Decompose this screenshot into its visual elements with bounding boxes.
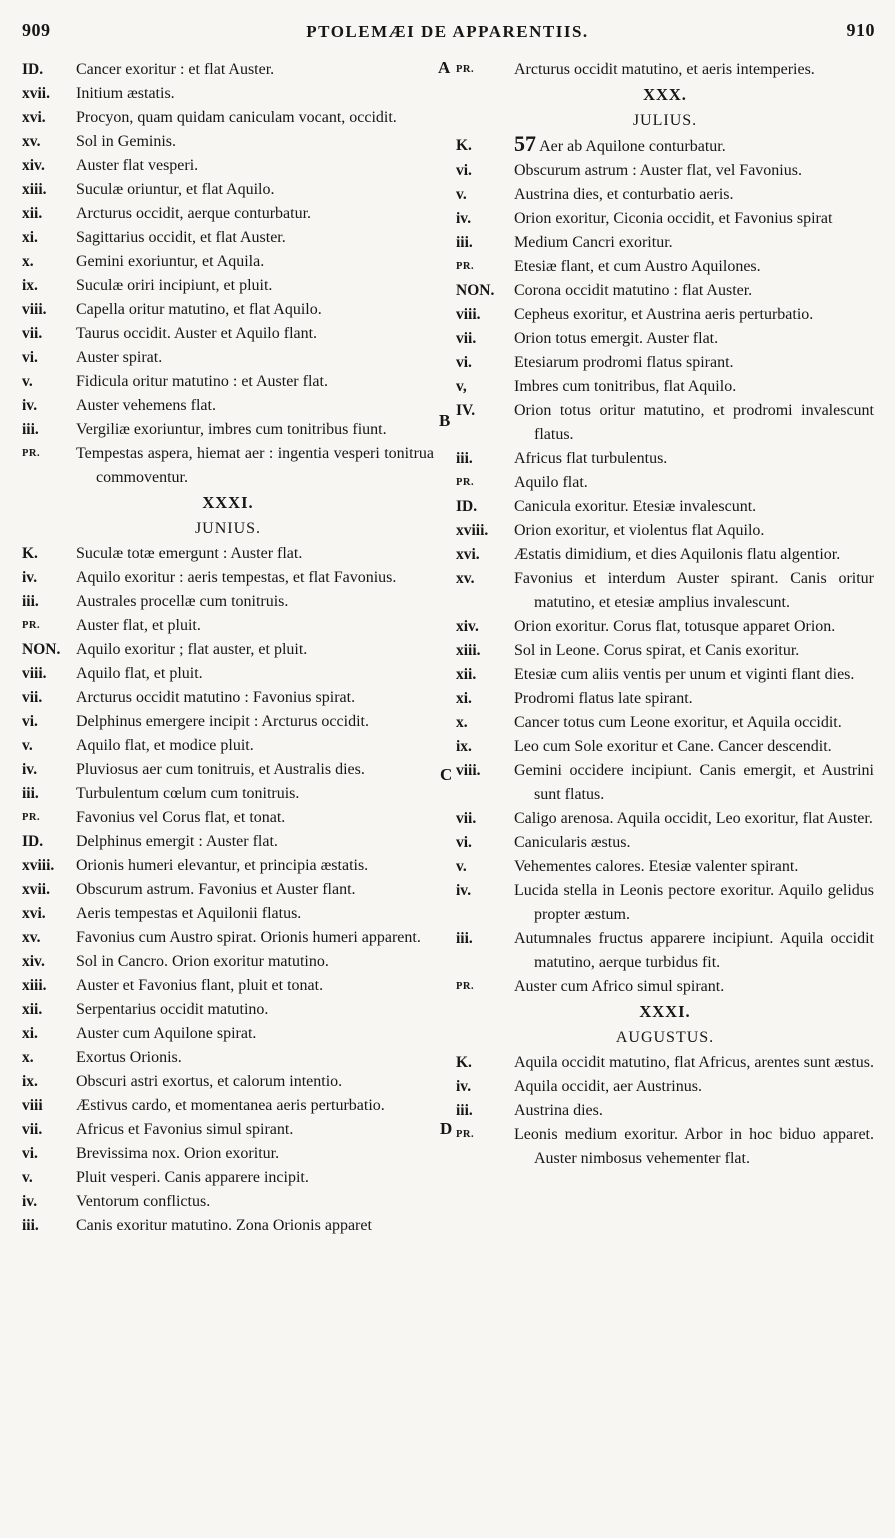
entry-text: Cancer exoritur : et flat Auster.	[76, 61, 275, 78]
entry-text: Sagittarius occidit, et flat Auster.	[76, 229, 286, 246]
section-number-junius: XXXI.	[202, 493, 254, 512]
entry-text: Vergiliæ exoriuntur, imbres cum tonitribus fiunt.	[76, 421, 387, 438]
entry-text: Cancer totus cum Leone exoritur, et Aquila occidit.	[514, 714, 842, 731]
day-label: vi.	[456, 354, 472, 371]
calendar-entry	[22, 878, 434, 902]
calendar-entry	[22, 202, 434, 226]
entry-text: Auster flat, et pluit.	[76, 617, 201, 634]
running-header	[0, 18, 895, 48]
day-label: iv.	[456, 210, 472, 227]
day-label: K.	[456, 1054, 472, 1071]
calendar-entry	[22, 590, 434, 614]
day-label: vi.	[22, 1145, 38, 1162]
calendar-entry	[22, 346, 434, 370]
calendar-entry	[22, 418, 434, 442]
calendar-entry	[22, 1022, 434, 1046]
calendar-entry	[22, 442, 434, 490]
calendar-entry	[456, 927, 874, 975]
entry-text	[514, 131, 874, 159]
entry-text: Canis exoritur matutino. Zona Orionis apparet	[76, 1217, 372, 1234]
day-label: viii.	[456, 306, 481, 323]
entry-text: Australes procellæ cum tonitruis.	[76, 593, 289, 610]
day-label: PR.	[456, 981, 475, 992]
day-label: iv.	[22, 397, 38, 414]
day-label: PR.	[456, 64, 475, 75]
day-label: ID.	[22, 833, 44, 850]
day-label: ID.	[22, 61, 44, 78]
entry-text: Sol in Cancro. Orion exoritur matutino.	[76, 953, 329, 970]
entry-text: Austrina dies, et conturbatio aeris.	[514, 186, 734, 203]
calendar-entry	[456, 207, 874, 231]
day-label: v,	[456, 378, 467, 395]
day-label: vii.	[22, 1121, 43, 1138]
day-label: vi.	[456, 834, 472, 851]
entry-text: Exortus Orionis.	[76, 1049, 182, 1066]
day-label: xvi.	[22, 109, 46, 126]
calendar-entry	[22, 274, 434, 298]
left-column	[22, 58, 434, 1238]
entry-text: Gemini occidere incipiunt. Canis emergit, et Austrini sunt flatus.	[514, 762, 874, 803]
entry-text: Etesiæ flant, et cum Austro Aquilones.	[514, 258, 761, 275]
entry-text: Canicula exoritur. Etesiæ invalescunt.	[514, 498, 757, 515]
day-label: iii.	[456, 234, 473, 251]
calendar-entry	[456, 159, 874, 183]
calendar-entry	[456, 855, 874, 879]
day-label: xvii.	[22, 85, 50, 102]
calendar-entry	[22, 1190, 434, 1214]
calendar-entry	[22, 734, 434, 758]
entry-text: Initium æstatis.	[76, 85, 175, 102]
calendar-entry	[456, 975, 874, 999]
calendar-entry	[456, 615, 874, 639]
entry-text: Etesiarum prodromi flatus spirant.	[514, 354, 734, 371]
calendar-entry	[456, 1123, 874, 1171]
calendar-entry	[22, 902, 434, 926]
day-label: xviii.	[22, 857, 55, 874]
day-label: viii.	[456, 762, 481, 779]
day-label: iii.	[456, 450, 473, 467]
day-label: xiv.	[456, 618, 479, 635]
section-number-julius: XXX.	[643, 85, 687, 104]
right-entries-augustus	[456, 1051, 874, 1171]
entry-text: Obscurum astrum : Auster flat, vel Favonius.	[514, 162, 802, 179]
calendar-entry	[456, 663, 874, 687]
day-label: vii.	[22, 325, 43, 342]
section-marker: 57	[514, 131, 536, 156]
day-label: v.	[456, 186, 467, 203]
day-label: NON.	[22, 641, 61, 658]
day-label: xi.	[22, 1025, 38, 1042]
calendar-entry	[22, 854, 434, 878]
calendar-entry	[456, 327, 874, 351]
entry-text: Orion totus emergit. Auster flat.	[514, 330, 719, 347]
calendar-entry	[456, 375, 874, 399]
calendar-entry	[22, 178, 434, 202]
entry-text: Imbres cum tonitribus, flat Aquilo.	[514, 378, 737, 395]
day-label: v.	[22, 737, 33, 754]
entry-text: Cepheus exoritur, et Austrina aeris perturbatio.	[514, 306, 814, 323]
calendar-entry	[22, 250, 434, 274]
calendar-entry	[22, 782, 434, 806]
section-month-julius: JULIUS.	[632, 112, 698, 129]
calendar-entry	[456, 879, 874, 927]
calendar-entry	[456, 1075, 874, 1099]
entry-text: Africus flat turbulentus.	[514, 450, 668, 467]
entry-text: Aquilo flat, et pluit.	[76, 665, 203, 682]
entry-text: Æstivus cardo, et momentanea aeris perturbatio.	[76, 1097, 385, 1114]
section-number-augustus: XXXI.	[639, 1002, 691, 1021]
calendar-entry	[22, 710, 434, 734]
entry-text: Arcturus occidit matutino, et aeris intemperies.	[514, 61, 815, 78]
day-label: viii.	[22, 665, 47, 682]
entry-text: Vehementes calores. Etesiæ valenter spirant.	[514, 858, 799, 875]
entry-text: Leo cum Sole exoritur et Cane. Cancer descendit.	[514, 738, 832, 755]
calendar-entry	[22, 58, 434, 82]
calendar-entry	[22, 226, 434, 250]
entry-text: Prodromi flatus late spirant.	[514, 690, 693, 707]
day-label: iv.	[456, 1078, 472, 1095]
entry-text: Auster spirat.	[76, 349, 163, 366]
section-month-augustus: AUGUSTUS.	[615, 1029, 715, 1046]
calendar-entry	[22, 542, 434, 566]
day-label: IV.	[456, 402, 476, 419]
calendar-entry	[456, 687, 874, 711]
right-entries-june-end	[456, 58, 874, 82]
day-label: viii.	[22, 301, 47, 318]
running-title: PTOLEMÆI DE APPARENTIIS.	[306, 22, 589, 41]
day-label: iv.	[22, 761, 38, 778]
calendar-entry	[22, 1070, 434, 1094]
entry-text: Ventorum conflictus.	[76, 1193, 211, 1210]
calendar-entry	[22, 82, 434, 106]
calendar-entry	[456, 1051, 874, 1075]
day-label: xiii.	[22, 977, 47, 994]
entry-text: Auster et Favonius flant, pluit et tonat.	[76, 977, 324, 994]
entry-text: Taurus occidit. Auster et Aquilo flant.	[76, 325, 318, 342]
calendar-entry	[22, 1094, 434, 1118]
entry-text: Auster vehemens flat.	[76, 397, 216, 414]
calendar-entry	[22, 106, 434, 130]
day-label: x.	[456, 714, 468, 731]
day-label: vi.	[456, 162, 472, 179]
entry-text: Aquilo flat, et modice pluit.	[76, 737, 254, 754]
entry-text: Orion totus oritur matutino, et prodromi invalescunt flatus.	[514, 402, 874, 443]
entry-text: Aquilo exoritur ; flat auster, et pluit.	[76, 641, 308, 658]
day-label: vi.	[22, 349, 38, 366]
day-label: NON.	[456, 282, 495, 299]
entry-text: Aeris tempestas et Aquilonii flatus.	[76, 905, 302, 922]
entry-text-body: Aer ab Aquilone conturbatur.	[539, 138, 726, 155]
day-label: xiii.	[456, 642, 481, 659]
margin-letter-d: D	[440, 1119, 453, 1138]
entry-text: Pluit vesperi. Canis apparere incipit.	[76, 1169, 309, 1186]
entry-text: Medium Cancri exoritur.	[514, 234, 673, 251]
calendar-entry	[456, 351, 874, 375]
entry-text: Serpentarius occidit matutino.	[76, 1001, 269, 1018]
entry-text: Aquilo exoritur : aeris tempestas, et flat Favonius.	[76, 569, 397, 586]
day-label: ix.	[22, 277, 38, 294]
day-label: xviii.	[456, 522, 489, 539]
day-label: PR.	[22, 620, 41, 631]
calendar-entry	[22, 394, 434, 418]
calendar-entry	[456, 131, 874, 159]
calendar-entry	[456, 183, 874, 207]
day-label: ID.	[456, 498, 478, 515]
entry-text: Delphinus emergit : Auster flat.	[76, 833, 278, 850]
entry-text: Orionis humeri elevantur, et principia æstatis.	[76, 857, 369, 874]
calendar-entry	[22, 638, 434, 662]
entry-text: Brevissima nox. Orion exoritur.	[76, 1145, 280, 1162]
day-label: iii.	[22, 421, 39, 438]
calendar-entry	[22, 154, 434, 178]
entry-text: Favonius vel Corus flat, et tonat.	[76, 809, 286, 826]
calendar-entry	[22, 322, 434, 346]
entry-text: Arcturus occidit matutino : Favonius spirat.	[76, 689, 356, 706]
entry-text: Tempestas aspera, hiemat aer : ingentia vesperi tonitrua commoventur.	[76, 445, 434, 486]
calendar-entry	[22, 806, 434, 830]
day-label: xiii.	[22, 181, 47, 198]
day-label: vii.	[456, 330, 477, 347]
entry-text: Sol in Leone. Corus spirat, et Canis exoritur.	[514, 642, 800, 659]
left-entries-may	[22, 58, 434, 490]
entry-text: Procyon, quam quidam caniculam vocant, occidit.	[76, 109, 397, 126]
calendar-entry	[22, 950, 434, 974]
calendar-entry	[456, 567, 874, 615]
entry-text: Suculæ oriri incipiunt, et pluit.	[76, 277, 273, 294]
day-label: xii.	[22, 1001, 43, 1018]
calendar-entry	[22, 370, 434, 394]
entry-text: Aquila occidit matutino, flat Africus, arentes sunt æstus.	[514, 1054, 874, 1071]
day-label: xv.	[456, 570, 475, 587]
calendar-entry	[22, 1118, 434, 1142]
calendar-entry	[456, 279, 874, 303]
day-label: xvi.	[456, 546, 480, 563]
margin-letter-b: B	[439, 411, 451, 430]
calendar-entry	[456, 447, 874, 471]
entry-text: Orion exoritur. Corus flat, totusque apparet Orion.	[514, 618, 836, 635]
day-label: xii.	[456, 666, 477, 683]
entry-text: Lucida stella in Leonis pectore exoritur. Aquilo gelidus propter æstum.	[514, 882, 874, 923]
calendar-entry	[22, 566, 434, 590]
calendar-entry	[22, 614, 434, 638]
entry-text: Æstatis dimidium, et dies Aquilonis flatu algentior.	[514, 546, 841, 563]
calendar-entry	[22, 998, 434, 1022]
day-label: vii.	[456, 810, 477, 827]
calendar-entry	[456, 303, 874, 327]
calendar-entry	[22, 130, 434, 154]
entry-text: Turbulentum cœlum cum tonitruis.	[76, 785, 300, 802]
entry-text: Suculæ totæ emergunt : Auster flat.	[76, 545, 303, 562]
calendar-entry	[22, 1046, 434, 1070]
entry-text: Austrina dies.	[514, 1102, 603, 1119]
day-label: PR.	[22, 812, 41, 823]
calendar-entry	[456, 711, 874, 735]
entry-text: Auster flat vesperi.	[76, 157, 199, 174]
day-label: xi.	[22, 229, 38, 246]
calendar-entry	[456, 807, 874, 831]
day-label: PR.	[22, 448, 41, 459]
calendar-entry	[22, 926, 434, 950]
day-label: xiv.	[22, 953, 45, 970]
calendar-entry	[22, 830, 434, 854]
day-label: ix.	[22, 1073, 38, 1090]
calendar-entry	[456, 231, 874, 255]
calendar-entry	[22, 1166, 434, 1190]
day-label: iv.	[22, 569, 38, 586]
entry-text: Autumnales fructus apparere incipiunt. Aquila occidit matutino, aerque turbidus fit.	[514, 930, 874, 971]
entry-text: Obscurum astrum. Favonius et Auster flant.	[76, 881, 356, 898]
day-label: x.	[22, 253, 34, 270]
calendar-entry	[456, 735, 874, 759]
entry-text: Aquila occidit, aer Austrinus.	[514, 1078, 702, 1095]
day-label: xv.	[22, 929, 41, 946]
day-label: iii.	[22, 1217, 39, 1234]
day-label: xvi.	[22, 905, 46, 922]
calendar-entry	[22, 1142, 434, 1166]
day-label: xiv.	[22, 157, 45, 174]
right-column	[456, 58, 874, 1171]
section-month-junius: JUNIUS.	[194, 520, 262, 537]
calendar-entry	[22, 1214, 434, 1238]
day-label: iii.	[456, 1102, 473, 1119]
calendar-entry	[456, 639, 874, 663]
calendar-entry	[456, 1099, 874, 1123]
day-label: x.	[22, 1049, 34, 1066]
calendar-entry	[22, 974, 434, 998]
entry-text: Leonis medium exoritur. Arbor in hoc biduo apparet. Auster nimbosus vehementer flat.	[514, 1126, 874, 1167]
entry-text: Auster cum Africo simul spirant.	[514, 978, 725, 995]
day-label: K.	[22, 545, 38, 562]
calendar-entry	[22, 298, 434, 322]
entry-text: Canicularis æstus.	[514, 834, 631, 851]
entry-text: Favonius cum Austro spirat. Orionis humeri apparent.	[76, 929, 421, 946]
calendar-entry	[456, 543, 874, 567]
day-label: iv.	[456, 882, 472, 899]
calendar-entry	[22, 686, 434, 710]
calendar-entry	[456, 519, 874, 543]
calendar-entry	[456, 759, 874, 807]
entry-text: Africus et Favonius simul spirant.	[76, 1121, 294, 1138]
left-entries-junius	[22, 542, 434, 1238]
day-label: v.	[22, 1169, 33, 1186]
calendar-entry	[456, 831, 874, 855]
margin-letter-c: C	[440, 765, 453, 784]
entry-text: Obscuri astri exortus, et calorum intentio.	[76, 1073, 343, 1090]
entry-text: Favonius et interdum Auster spirant. Canis oritur matutino, et etesiæ amplius invalescunt.	[514, 570, 874, 611]
entry-text: Auster cum Aquilone spirat.	[76, 1025, 257, 1042]
entry-text: Orion exoritur, Ciconia occidit, et Favonius spirat	[514, 210, 833, 227]
day-label: PR.	[456, 477, 475, 488]
day-label: vii.	[22, 689, 43, 706]
calendar-entry	[456, 495, 874, 519]
entry-text: Aquilo flat.	[514, 474, 588, 491]
entry-text: Caligo arenosa. Aquila occidit, Leo exoritur, flat Auster.	[514, 810, 873, 827]
day-label: PR.	[456, 261, 475, 272]
calendar-entry	[456, 399, 874, 447]
day-label: iv.	[22, 1193, 38, 1210]
entry-text: Etesiæ cum aliis ventis per unum et viginti flant dies.	[514, 666, 855, 683]
calendar-entry	[456, 255, 874, 279]
day-label: iii.	[22, 593, 39, 610]
entry-text: Fidicula oritur matutino : et Auster flat.	[76, 373, 328, 390]
entry-text: Delphinus emergere incipit : Arcturus occidit.	[76, 713, 369, 730]
day-label: xv.	[22, 133, 41, 150]
entry-text: Corona occidit matutino : flat Auster.	[514, 282, 753, 299]
page-number-right: 910	[846, 20, 875, 40]
day-label: K.	[456, 137, 472, 154]
entry-text: Pluviosus aer cum tonitruis, et Australis dies.	[76, 761, 365, 778]
right-entries-julius	[456, 159, 874, 999]
day-label: xi.	[456, 690, 472, 707]
day-label: ix.	[456, 738, 472, 755]
calendar-entry	[456, 471, 874, 495]
entry-text: Sol in Geminis.	[76, 133, 177, 150]
calendar-entry	[22, 758, 434, 782]
day-label: iii.	[456, 930, 473, 947]
day-label: xvii.	[22, 881, 50, 898]
day-label: xii.	[22, 205, 43, 222]
day-label: viii	[22, 1097, 43, 1114]
day-label: vi.	[22, 713, 38, 730]
day-label: v.	[456, 858, 467, 875]
margin-letter-a: A	[438, 58, 451, 77]
day-label: PR.	[456, 1129, 475, 1140]
entry-text: Capella oritur matutino, et flat Aquilo.	[76, 301, 322, 318]
entry-text: Orion exoritur, et violentus flat Aquilo.	[514, 522, 765, 539]
calendar-entry	[22, 662, 434, 686]
calendar-entry	[456, 58, 874, 82]
entry-text: Suculæ oriuntur, et flat Aquilo.	[76, 181, 275, 198]
page-number-left: 909	[22, 20, 51, 40]
day-label: iii.	[22, 785, 39, 802]
entry-text: Arcturus occidit, aerque conturbatur.	[76, 205, 312, 222]
day-label: v.	[22, 373, 33, 390]
entry-text: Gemini exoriuntur, et Aquila.	[76, 253, 265, 270]
